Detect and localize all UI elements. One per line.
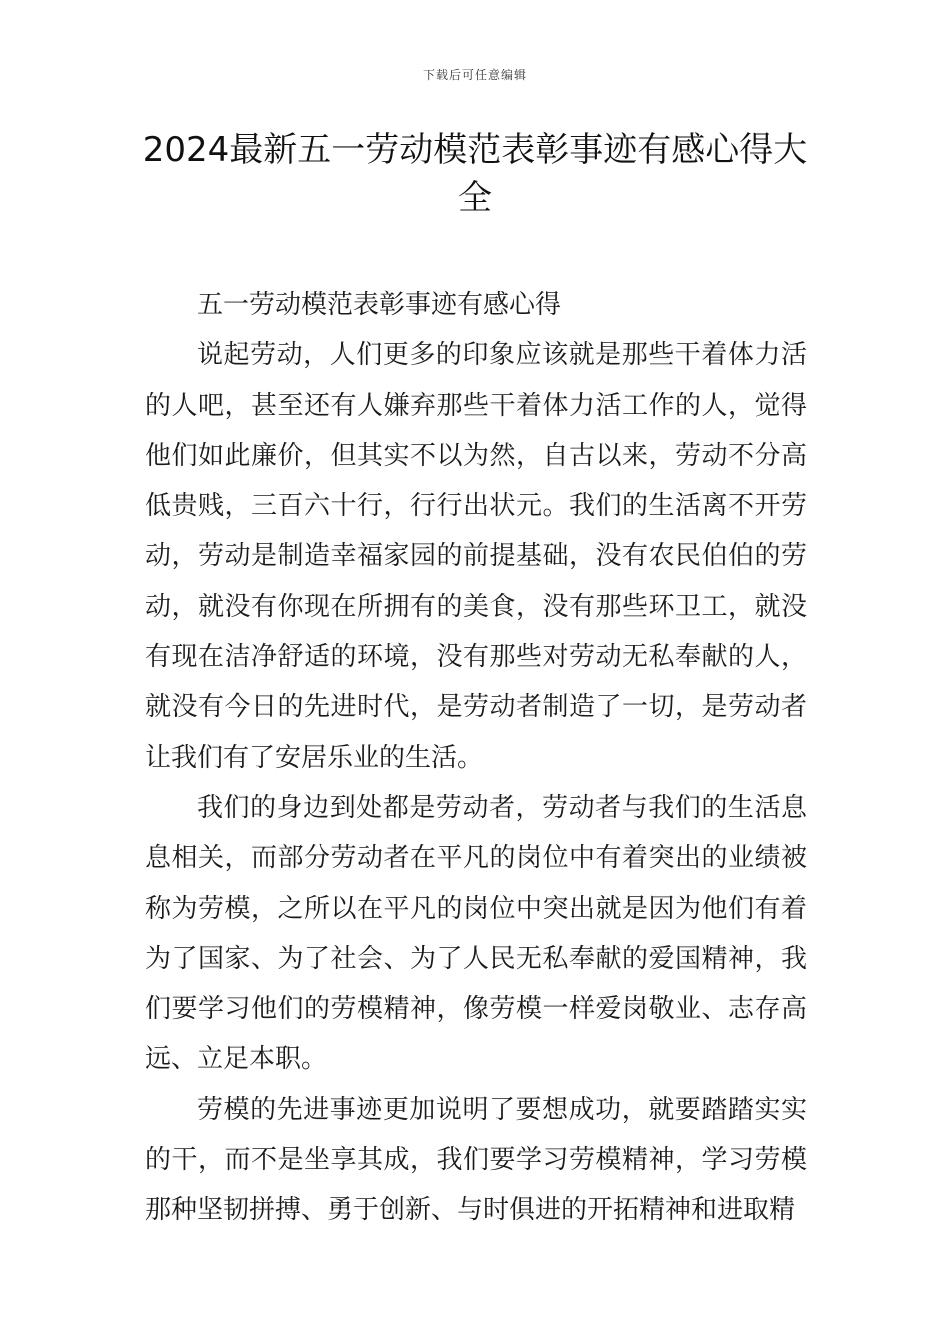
document-body <box>145 280 807 1236</box>
document-title: 2024最新五一劳动模范表彰事迹有感心得大全 <box>142 130 808 218</box>
header-note: 下载后可任意编辑 <box>422 68 527 82</box>
paragraph-1: 说起劳动，人们更多的印象应该就是那些干着体力活的人吧，甚至还有人嫌弃那些干着体力活工作的人，觉得他们如此廉价，但其实不以为然，自古以来，劳动不分高低贵贱，三百六十行，行行出状元。我们的生活离不开劳动，劳动是制造幸福家园的前提基础，没有农民伯伯的劳动，就没有你现在所拥有的美食，没有那些环卫工，就没有现在洁净舒适的环境，没有那些对劳动无私奉献的人，就没有今日的先进时代，是劳动者制造了一切，是劳动者让我们有了安居乐业的生活。 <box>145 340 807 773</box>
paragraph-2: 我们的身边到处都是劳动者，劳动者与我们的生活息息相关，而部分劳动者在平凡的岗位中有着突出的业绩被称为劳模，之所以在平凡的岗位中突出就是因为他们有着为了国家、为了社会、为了人民无私奉献的爱国精神，我们要学习他们的劳模精神，像劳模一样爱岗敬业、志存高远、立足本职。 <box>145 792 807 1075</box>
paragraph-3: 劳模的先进事迹更加说明了要想成功，就要踏踏实实的干，而不是坐享其成，我们要学习劳模精神，学习劳模那种坚韧拼搏、勇于创新、与时俱进的开拓精神和进取精 <box>145 1094 807 1226</box>
document-subtitle: 五一劳动模范表彰事迹有感心得 <box>197 290 562 320</box>
